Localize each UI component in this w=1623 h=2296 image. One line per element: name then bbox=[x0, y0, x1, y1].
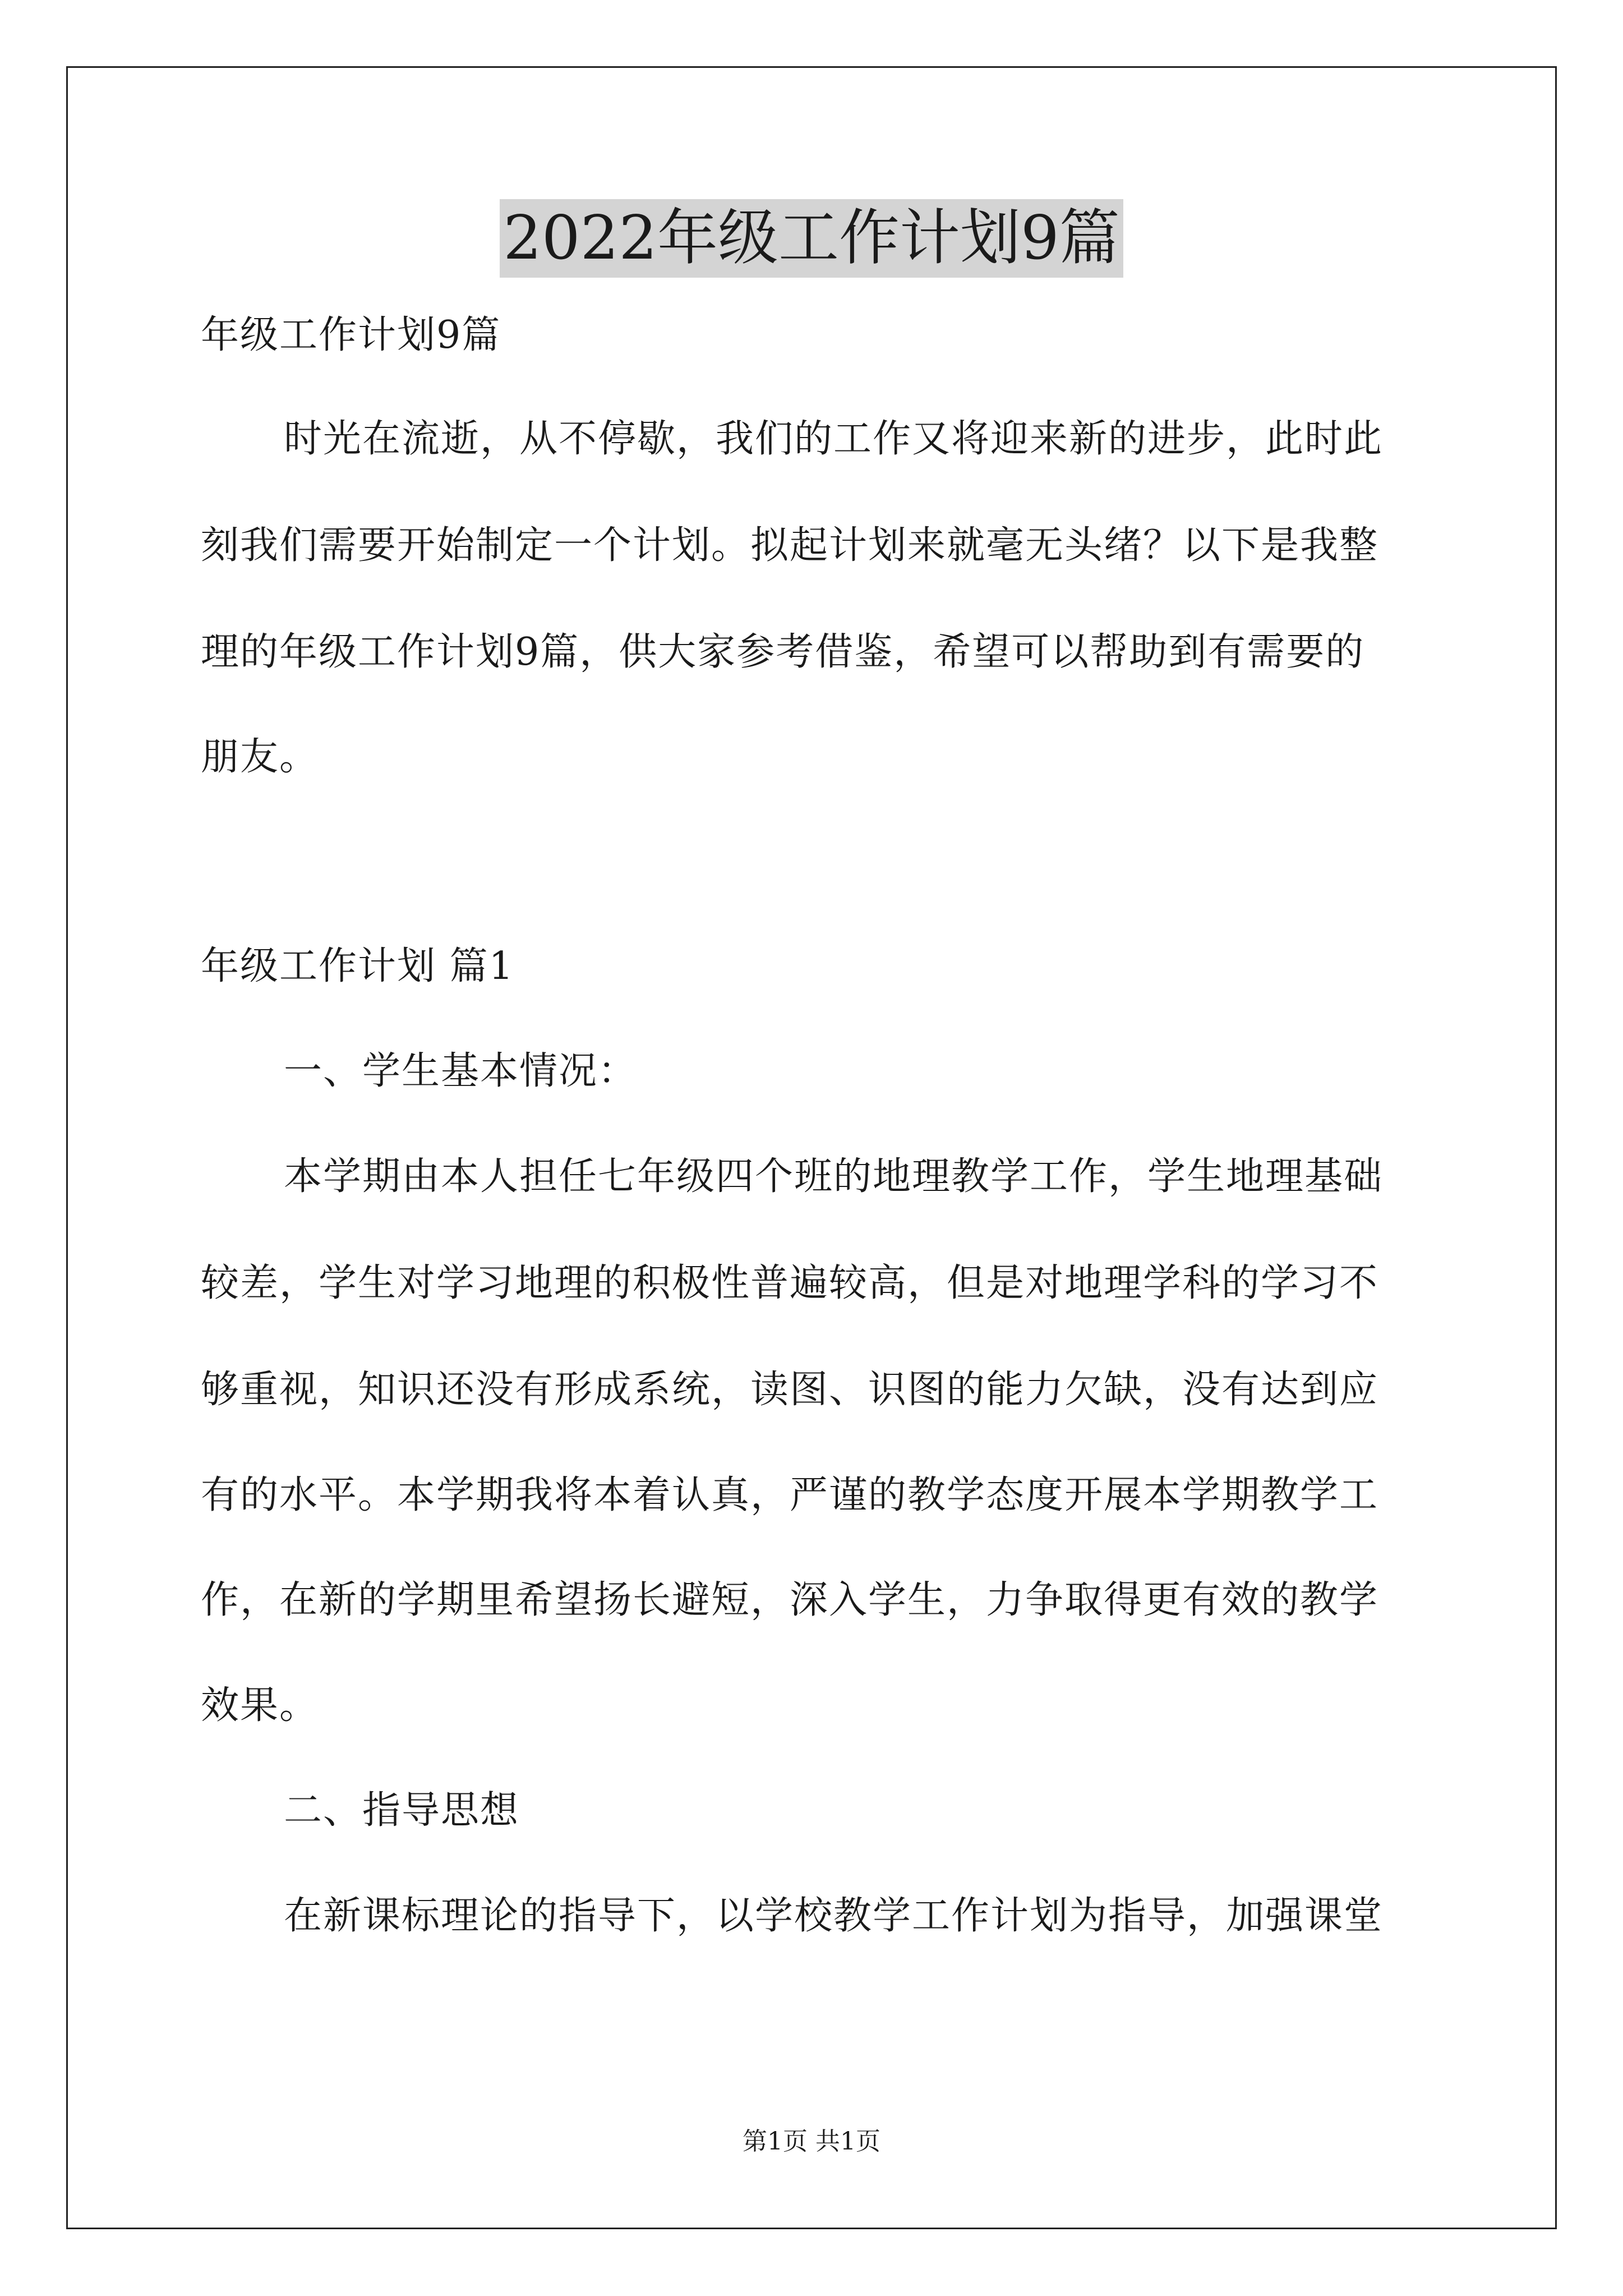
intro-line-2: 刻我们需要开始制定一个计划。拟起计划来就毫无头绪？以下是我整 bbox=[201, 523, 1379, 568]
part1-line-1: 本学期由本人担任七年级四个班的地理教学工作，学生地理基础 bbox=[284, 1154, 1384, 1199]
part1-line-4: 有的水平。本学期我将本着认真，严谨的教学态度开展本学期教学工 bbox=[201, 1473, 1379, 1517]
part1-line-6: 效果。 bbox=[201, 1683, 319, 1728]
part2-line-1: 在新课标理论的指导下，以学校教学工作计划为指导，加强课堂 bbox=[284, 1894, 1384, 1938]
intro-line-3: 理的年级工作计划9篇，供大家参考借鉴，希望可以帮助到有需要的 bbox=[201, 630, 1365, 674]
page-footer: 第1页 共1页 bbox=[743, 2127, 880, 2156]
part1-heading: 一、学生基本情况： bbox=[284, 1049, 638, 1093]
part1-line-5: 作，在新的学期里希望扬长避短，深入学生，力争取得更有效的教学 bbox=[201, 1578, 1379, 1622]
document-title: 2022年级工作计划9篇 bbox=[500, 199, 1123, 278]
intro-line-1: 时光在流逝，从不停歇，我们的工作又将迎来新的进步，此时此 bbox=[284, 417, 1384, 461]
part1-line-3: 够重视，知识还没有形成系统，读图、识图的能力欠缺，没有达到应 bbox=[201, 1368, 1379, 1412]
section-heading: 年级工作计划 篇1 bbox=[201, 944, 514, 988]
part2-heading: 二、指导思想 bbox=[284, 1788, 520, 1833]
document-subtitle: 年级工作计划9篇 bbox=[201, 313, 501, 357]
title-wrap bbox=[0, 199, 1623, 278]
part1-line-2: 较差，学生对学习地理的积极性普遍较高，但是对地理学科的学习不 bbox=[201, 1261, 1379, 1305]
intro-line-4: 朋友。 bbox=[201, 735, 319, 779]
